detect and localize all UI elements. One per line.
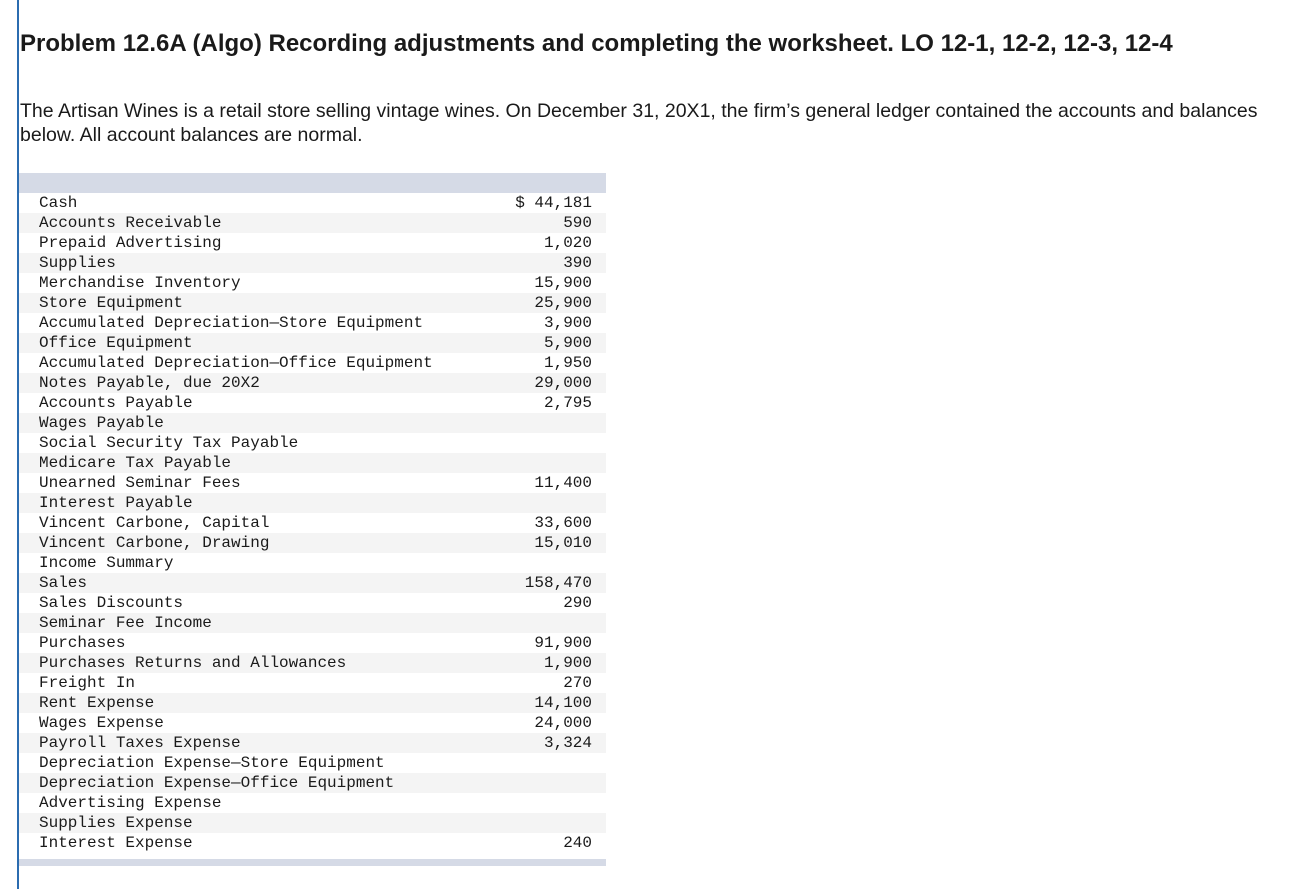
table-row bbox=[19, 733, 606, 753]
account-balance: 29,000 bbox=[500, 373, 606, 393]
account-balance: 1,020 bbox=[543, 234, 592, 252]
table-row bbox=[19, 233, 606, 253]
account-name: Payroll Taxes Expense bbox=[19, 733, 500, 753]
table-row bbox=[19, 673, 606, 693]
account-name: Advertising Expense bbox=[39, 794, 222, 812]
table-row bbox=[19, 693, 606, 713]
table-row bbox=[19, 253, 606, 273]
table-footer-bar bbox=[19, 859, 606, 866]
account-name: Sales Discounts bbox=[39, 594, 184, 612]
account-name: Seminar Fee Income bbox=[19, 613, 500, 633]
account-name: Purchases bbox=[39, 634, 126, 652]
account-balances-table bbox=[19, 173, 606, 866]
account-name: Rent Expense bbox=[19, 693, 500, 713]
account-name: Freight In bbox=[39, 674, 136, 692]
account-balance: 270 bbox=[563, 674, 592, 692]
account-balance bbox=[500, 413, 606, 433]
account-name: Interest Expense bbox=[39, 834, 193, 852]
account-name: Supplies Expense bbox=[19, 813, 500, 833]
problem-title: Problem 12.6A (Algo) Recording adjustments and completing the worksheet. LO 12-1, 12-2, 12-3, 12-4 bbox=[20, 30, 1173, 57]
table-row bbox=[19, 613, 606, 633]
table-row bbox=[19, 333, 606, 353]
table-row bbox=[19, 793, 606, 813]
account-balance: 5,900 bbox=[500, 333, 606, 353]
table-row bbox=[19, 273, 606, 293]
account-balance: 240 bbox=[563, 834, 592, 852]
account-balance bbox=[500, 813, 606, 833]
account-name: Purchases Returns and Allowances bbox=[19, 653, 500, 673]
account-balance: 3,324 bbox=[500, 733, 606, 753]
table-row bbox=[19, 453, 606, 473]
table-row bbox=[19, 593, 606, 613]
table-row bbox=[19, 813, 606, 833]
account-balance: 33,600 bbox=[534, 514, 592, 532]
account-name: Depreciation Expense—Office Equipment bbox=[19, 773, 500, 793]
table-row bbox=[19, 833, 606, 853]
account-balance: 3,900 bbox=[543, 314, 592, 332]
account-name: Vincent Carbone, Capital bbox=[39, 514, 270, 532]
account-name: Interest Payable bbox=[19, 493, 500, 513]
table-row bbox=[19, 533, 606, 553]
accounts-table bbox=[19, 193, 606, 853]
account-balance: 14,100 bbox=[500, 693, 606, 713]
problem-intro: The Artisan Wines is a retail store selling vintage wines. On December 31, 20X1, the firm’s general ledger contained the accounts and balances below. All account balances are normal. bbox=[20, 100, 1258, 146]
account-name: Accumulated Depreciation—Store Equipment bbox=[39, 314, 424, 332]
account-balance: 2,795 bbox=[543, 394, 592, 412]
account-balance: 15,900 bbox=[534, 274, 592, 292]
account-balance: 11,400 bbox=[534, 474, 592, 492]
table-row bbox=[19, 573, 606, 593]
account-balance: 25,900 bbox=[500, 293, 606, 313]
table-row bbox=[19, 313, 606, 333]
account-name: Medicare Tax Payable bbox=[19, 453, 500, 473]
account-balance: 91,900 bbox=[534, 634, 592, 652]
account-name: Wages Payable bbox=[19, 413, 500, 433]
table-row bbox=[19, 353, 606, 373]
account-balance: $ 44,181 bbox=[515, 194, 592, 212]
account-balance: 15,010 bbox=[500, 533, 606, 553]
table-row bbox=[19, 773, 606, 793]
account-name: Social Security Tax Payable bbox=[39, 434, 299, 452]
account-balance bbox=[500, 793, 606, 813]
account-name: Accounts Payable bbox=[39, 394, 193, 412]
table-row bbox=[19, 413, 606, 433]
table-row bbox=[19, 213, 606, 233]
table-row bbox=[19, 473, 606, 493]
account-name: Store Equipment bbox=[19, 293, 500, 313]
account-balance: 390 bbox=[500, 253, 606, 273]
account-balance: 1,900 bbox=[500, 653, 606, 673]
account-balance bbox=[500, 613, 606, 633]
table-row bbox=[19, 433, 606, 453]
table-row bbox=[19, 293, 606, 313]
account-balance: 24,000 bbox=[534, 714, 592, 732]
table-row bbox=[19, 393, 606, 413]
table-row bbox=[19, 373, 606, 393]
account-name: Notes Payable, due 20X2 bbox=[19, 373, 500, 393]
table-row bbox=[19, 493, 606, 513]
accounts-table-body bbox=[19, 193, 606, 853]
account-balance bbox=[500, 493, 606, 513]
account-name: Wages Expense bbox=[39, 714, 164, 732]
account-balance bbox=[500, 753, 606, 773]
table-row bbox=[19, 513, 606, 533]
account-name: Vincent Carbone, Drawing bbox=[19, 533, 500, 553]
account-name: Office Equipment bbox=[19, 333, 500, 353]
table-row bbox=[19, 753, 606, 773]
account-name: Prepaid Advertising bbox=[39, 234, 222, 252]
table-header-bar bbox=[19, 173, 606, 193]
account-balance: 158,470 bbox=[500, 573, 606, 593]
table-row bbox=[19, 193, 606, 213]
table-row bbox=[19, 553, 606, 573]
account-name: Cash bbox=[39, 194, 78, 212]
account-balance bbox=[500, 553, 606, 573]
account-name: Income Summary bbox=[39, 554, 174, 572]
account-balance bbox=[500, 453, 606, 473]
account-name: Sales bbox=[19, 573, 500, 593]
table-row bbox=[19, 653, 606, 673]
account-name: Depreciation Expense—Store Equipment bbox=[39, 754, 385, 772]
account-balance: 590 bbox=[500, 213, 606, 233]
account-balance: 290 bbox=[563, 594, 592, 612]
account-balance bbox=[500, 433, 606, 453]
account-name: Supplies bbox=[19, 253, 500, 273]
account-name: Accumulated Depreciation—Office Equipment bbox=[39, 354, 433, 372]
account-name: Unearned Seminar Fees bbox=[39, 474, 241, 492]
account-balance bbox=[500, 773, 606, 793]
table-row bbox=[19, 633, 606, 653]
account-name: Accounts Receivable bbox=[19, 213, 500, 233]
account-name: Merchandise Inventory bbox=[39, 274, 241, 292]
table-row bbox=[19, 713, 606, 733]
account-balance: 1,950 bbox=[543, 354, 592, 372]
